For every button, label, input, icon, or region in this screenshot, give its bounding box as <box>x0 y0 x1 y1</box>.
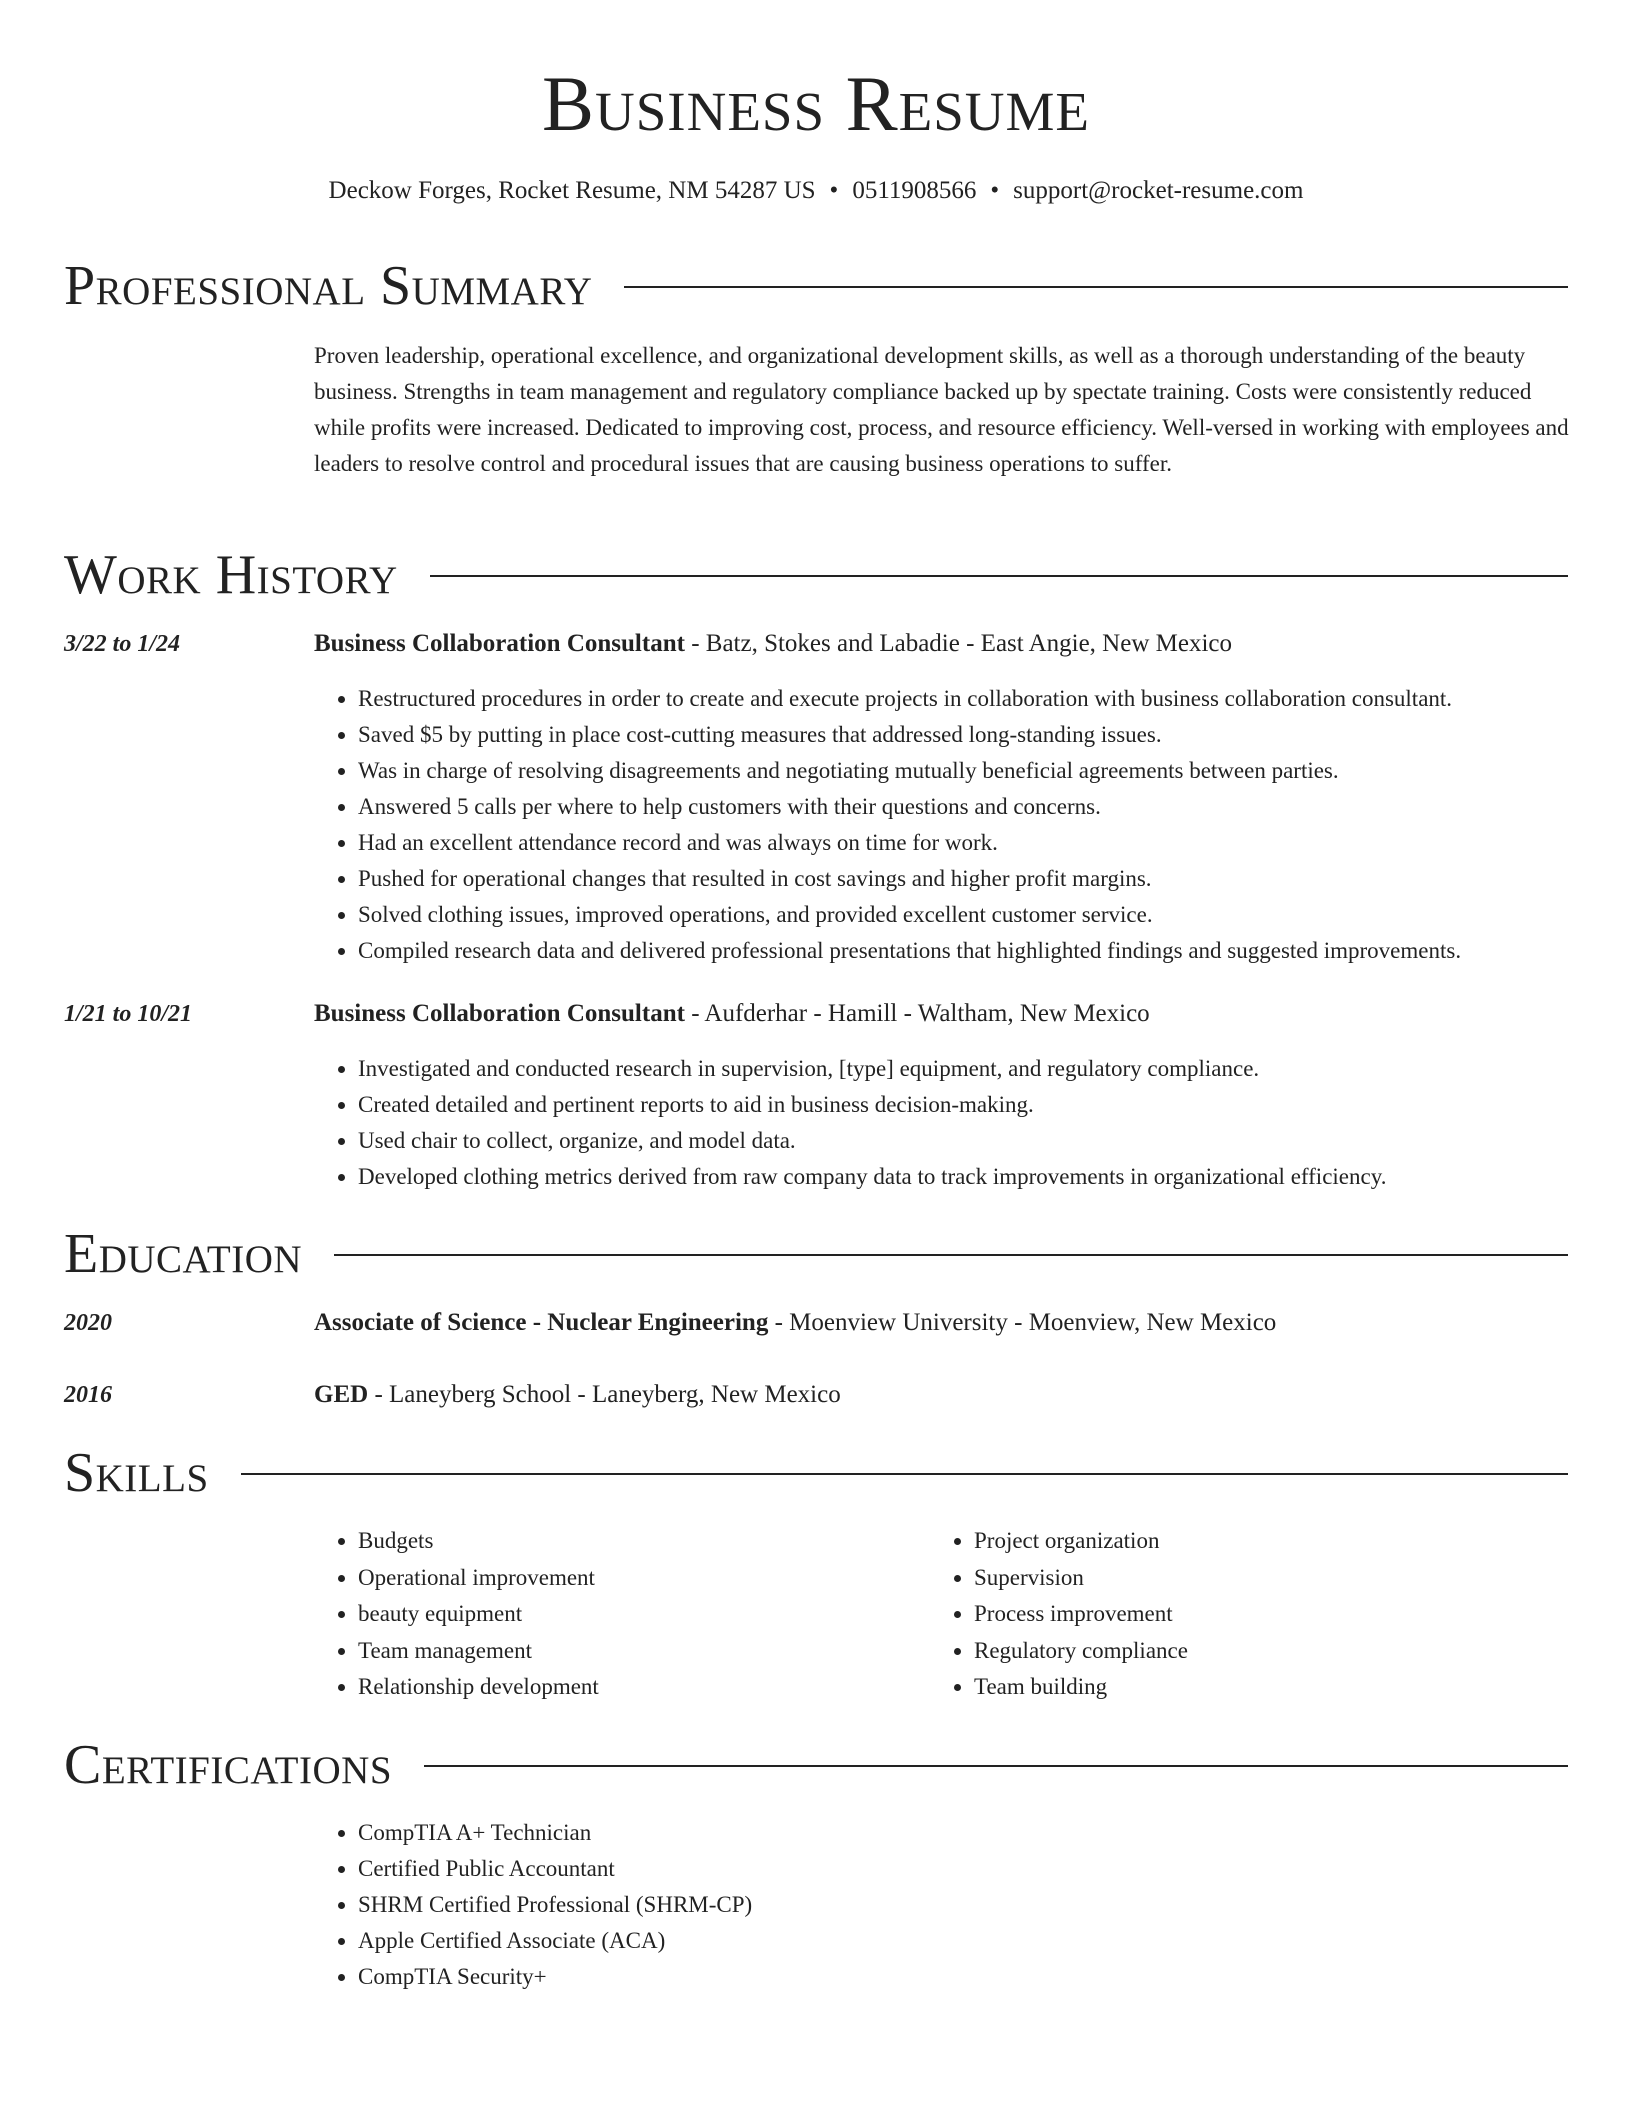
contact-separator: • <box>829 177 839 204</box>
job-bullet: • Had an excellent attendance record and was always on time for work. <box>358 825 1584 861</box>
education-details: - Laneyberg School - Laneyberg, New Mexico <box>368 1381 841 1408</box>
job-bullets <box>314 681 1584 969</box>
job-details: - Aufderhar - Hamill - Waltham, New Mexico <box>684 1000 1150 1027</box>
section-divider <box>241 1473 1568 1475</box>
education-degree: Associate of Science - Nuclear Engineering <box>314 1309 769 1336</box>
contact-phone: 0511908566 <box>852 177 977 204</box>
skills-list-right <box>930 1523 1188 1706</box>
skill-item: • Relationship development <box>358 1669 599 1706</box>
job-bullet: • Developed clothing metrics derived from raw company data to track improvements in organizational efficiency. <box>358 1159 1584 1195</box>
education-entry <box>314 1378 1574 1412</box>
job-bullet: • Was in charge of resolving disagreements and negotiating mutually beneficial agreements between parties. <box>358 753 1584 789</box>
education-section-header <box>64 1221 1568 1287</box>
contact-separator: • <box>990 177 1000 204</box>
summary-text: Proven leadership, operational excellence, and organizational development skills, as well as a thorough understanding of the beauty business. Strengths in team management and regulatory compliance backed up by spectate training. Costs were consistently reduced while profits were increased. Dedicated to improving cost, process, and resource efficiency. Well-versed in working with employees and leaders to resolve control and procedural issues that are causing business operations to suffer. <box>314 343 1569 476</box>
certification-item: • CompTIA Security+ <box>358 1959 1584 1995</box>
job-bullet: • Answered 5 calls per where to help customers with their questions and concerns. <box>358 789 1584 825</box>
skill-item: • Process improvement <box>974 1596 1188 1633</box>
education-heading: Education <box>64 1223 303 1285</box>
certifications-list <box>314 1815 1584 1995</box>
summary-heading: Professional Summary <box>64 255 593 317</box>
education-year: 2020 <box>64 1310 112 1336</box>
resume-title: Business Resume <box>541 60 1091 147</box>
skill-item: • Regulatory compliance <box>974 1633 1188 1670</box>
skill-item: • Team management <box>358 1633 599 1670</box>
job-bullet: • Compiled research data and delivered professional presentations that highlighted findings and suggested improvements. <box>358 933 1584 969</box>
certifications-heading: Certifications <box>64 1734 393 1796</box>
job-bullet: • Saved $5 by putting in place cost-cutting measures that addressed long-standing issues. <box>358 717 1584 753</box>
education-entry <box>314 1306 1574 1340</box>
job-bullet: • Investigated and conducted research in supervision, [type] equipment, and regulatory compliance. <box>358 1051 1584 1087</box>
job-details: - Batz, Stokes and Labadie - East Angie, New Mexico <box>684 630 1233 657</box>
skills-section-header <box>64 1440 1568 1506</box>
certification-item: • Apple Certified Associate (ACA) <box>358 1923 1584 1959</box>
education-degree: GED <box>314 1381 369 1408</box>
education-year: 2016 <box>64 1382 112 1408</box>
job-bullets <box>314 1051 1584 1195</box>
certifications-section-header <box>64 1732 1568 1798</box>
skill-item: • Project organization <box>974 1523 1188 1560</box>
education-details: - Moenview University - Moenview, New Mexico <box>768 1309 1277 1336</box>
section-divider <box>334 1254 1568 1256</box>
certification-item: • SHRM Certified Professional (SHRM-CP) <box>358 1887 1584 1923</box>
job-dates: 3/22 to 1/24 <box>64 631 181 657</box>
job-bullet: • Restructured procedures in order to create and execute projects in collaboration with business collaboration consultant. <box>358 681 1584 717</box>
summary-section-header <box>64 253 1568 319</box>
skill-item: • Budgets <box>358 1523 599 1560</box>
contact-line <box>0 174 1632 208</box>
skills-list-left <box>314 1523 599 1706</box>
skill-item: • Team building <box>974 1669 1188 1706</box>
skill-item: • Operational improvement <box>358 1560 599 1597</box>
job-title: Business Collaboration Consultant <box>314 630 685 657</box>
certification-item: • Certified Public Accountant <box>358 1851 1584 1887</box>
job-header <box>314 997 1574 1031</box>
contact-email[interactable]: support@rocket-resume.com <box>1013 177 1304 204</box>
skill-item: • Supervision <box>974 1560 1188 1597</box>
job-dates: 1/21 to 10/21 <box>64 1001 193 1027</box>
section-divider <box>430 575 1568 577</box>
job-title: Business Collaboration Consultant <box>314 1000 685 1027</box>
contact-address: Deckow Forges, Rocket Resume, NM 54287 US <box>328 177 816 204</box>
section-divider <box>624 286 1568 288</box>
job-bullet: • Solved clothing issues, improved operations, and provided excellent customer service. <box>358 897 1584 933</box>
section-divider <box>424 1765 1568 1767</box>
skill-item: • beauty equipment <box>358 1596 599 1633</box>
work-section-header <box>64 542 1568 608</box>
job-bullet: • Created detailed and pertinent reports to aid in business decision-making. <box>358 1087 1584 1123</box>
work-heading: Work History <box>64 544 398 606</box>
job-bullet: • Used chair to collect, organize, and model data. <box>358 1123 1584 1159</box>
certification-item: • CompTIA A+ Technician <box>358 1815 1584 1851</box>
job-bullet: • Pushed for operational changes that resulted in cost savings and higher profit margins. <box>358 861 1584 897</box>
job-header <box>314 627 1574 661</box>
skills-heading: Skills <box>64 1442 209 1504</box>
